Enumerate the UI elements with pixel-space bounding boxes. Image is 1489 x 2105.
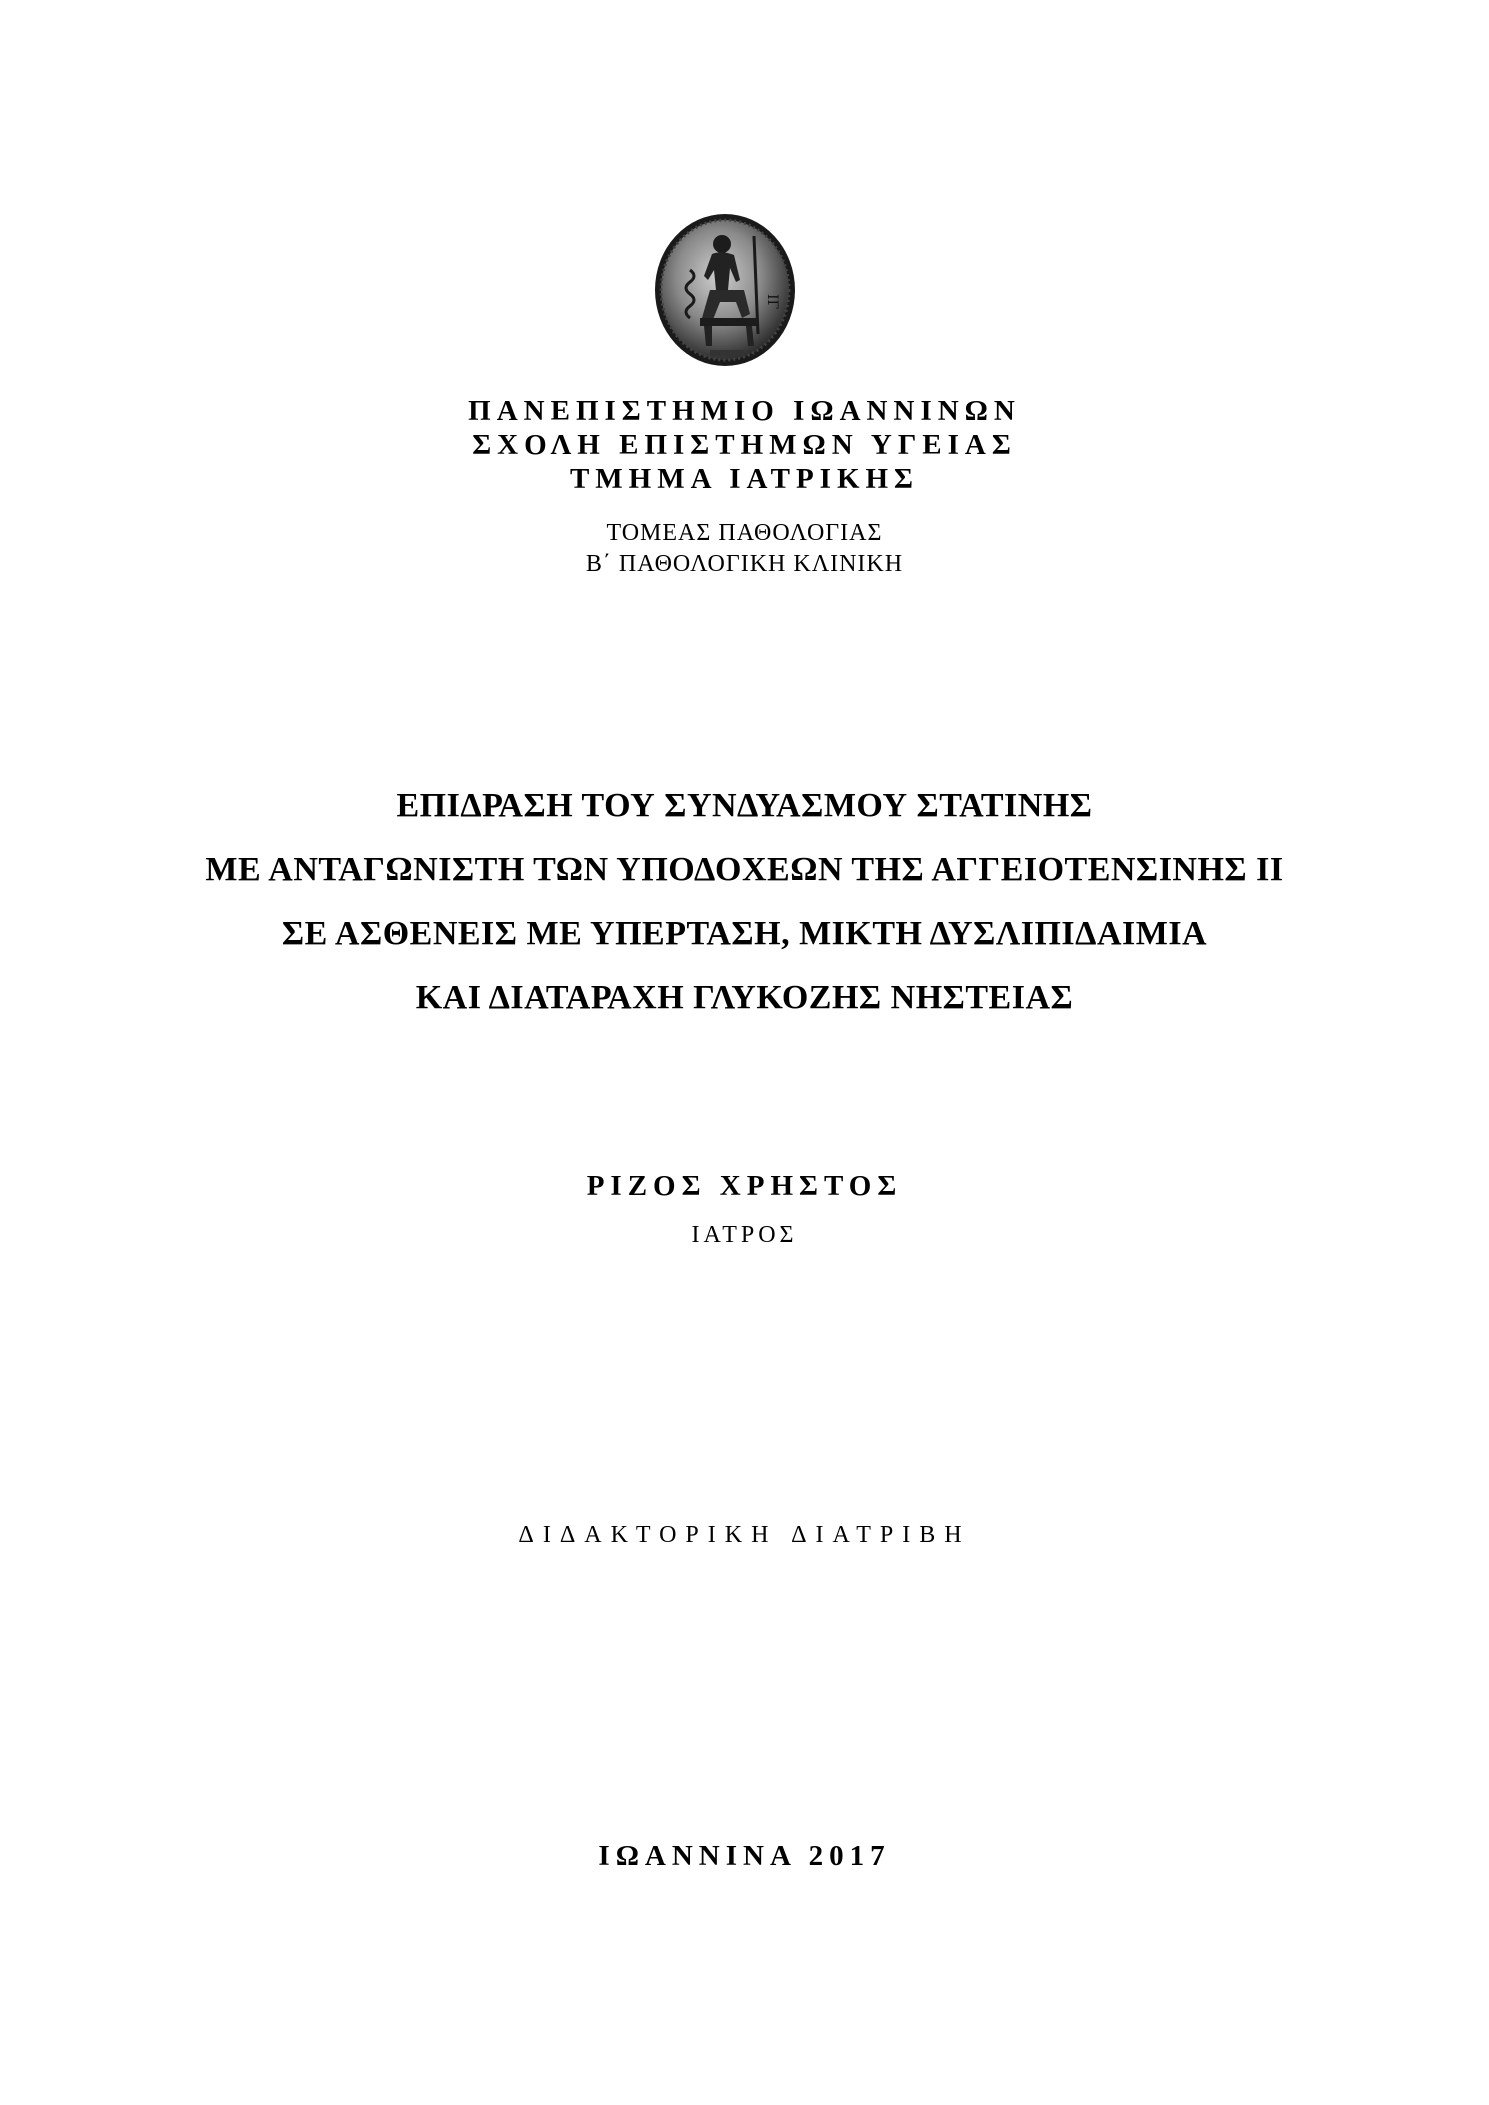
thesis-title-line-1: ΕΠΙΔΡΑΣΗ ΤΟΥ ΣΥΝΔΥΑΣΜΟΥ ΣΤΑΤΙΝΗΣ [396, 787, 1093, 824]
university-seal-icon [650, 210, 800, 370]
author-role: ΙΑΤΡΟΣ [691, 1222, 798, 1248]
clinic-name: Β΄ ΠΑΘΟΛΟΓΙΚΗ ΚΛΙΝΙΚΗ [585, 551, 904, 577]
place-year: ΙΩΑΝΝΙΝΑ 2017 [598, 1840, 891, 1872]
sector-name: ΤΟΜΕΑΣ ΠΑΘΟΛΟΓΙΑΣ [606, 520, 883, 546]
department-block [0, 518, 1489, 580]
thesis-title-line-4: ΚΑΙ ΔΙΑΤΑΡΑΧΗ ΓΛΥΚΟΖΗΣ ΝΗΣΤΕΙΑΣ [415, 979, 1074, 1016]
svg-text:ΙΓ: ΙΓ [764, 294, 780, 310]
document-type: ΔΙΔΑΚΤΟΡΙΚΗ ΔΙΑΤΡΙΒΗ [518, 1522, 971, 1548]
thesis-title-line-2: ΜΕ ΑΝΤΑΓΩΝΙΣΤΗ ΤΩΝ ΥΠΟΔΟΧΕΩΝ ΤΗΣ ΑΓΓΕΙΟΤΕΝΣΙΝΗΣ ΙΙ [205, 851, 1284, 888]
thesis-title [0, 774, 1489, 1030]
thesis-title-line-3: ΣΕ ΑΣΘΕΝΕΙΣ ΜΕ ΥΠΕΡΤΑΣΗ, ΜΙΚΤΗ ΔΥΣΛΙΠΙΔΑΙΜΙΑ [281, 915, 1208, 952]
school-name: ΣΧΟΛΗ ΕΠΙΣΤΗΜΩΝ ΥΓΕΙΑΣ [472, 429, 1017, 461]
faculty-name: ΤΜΗΜΑ ΙΑΤΡΙΚΗΣ [569, 463, 920, 495]
author-name: ΡΙΖΟΣ ΧΡΗΣΤΟΣ [586, 1170, 903, 1202]
university-name: ΠΑΝΕΠΙΣΤΗΜΙΟ ΙΩΑΝΝΙΝΩΝ [468, 395, 1021, 427]
institution-block [0, 394, 1489, 496]
